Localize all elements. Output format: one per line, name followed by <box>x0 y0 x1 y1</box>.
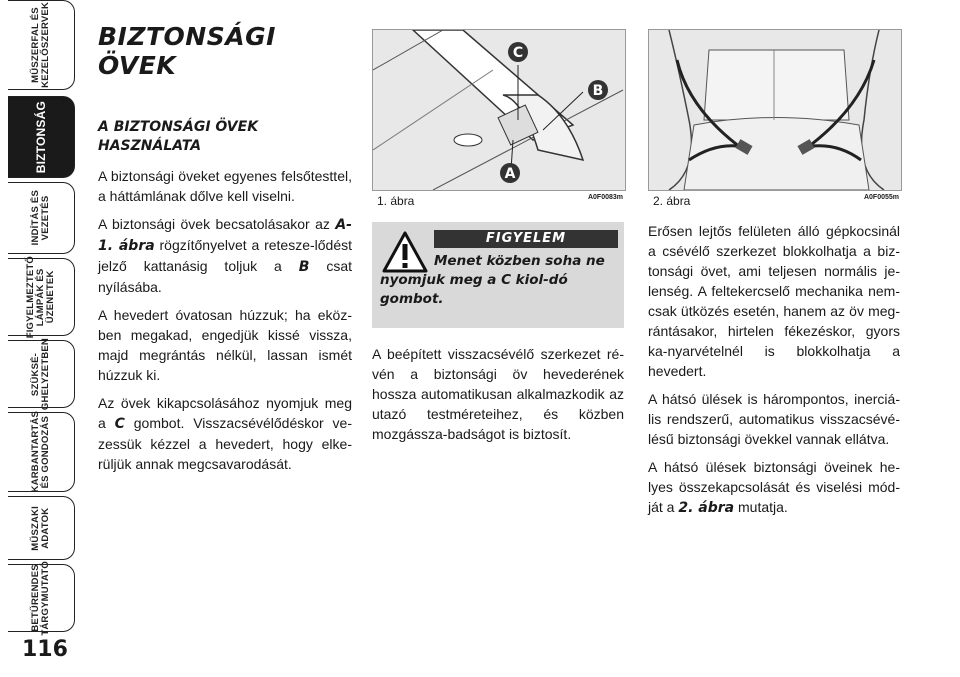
buckle-illustration <box>373 30 625 190</box>
tab-kezeloszervek[interactable] <box>8 0 75 90</box>
figure-reference: A-1. ábra <box>98 217 352 254</box>
tab-label: BETŰRENDES TÁRGYMUTATÓ <box>30 560 51 636</box>
tab-karbantartas[interactable] <box>8 412 75 492</box>
tab-label: INDÍTÁS ÉS VEZETÉS <box>30 190 51 246</box>
label-a: A <box>504 166 516 182</box>
tab-label: SZÜKSÉ- GHELYZETBEN <box>30 337 51 411</box>
figure-reference: 2. ábra <box>678 500 735 516</box>
section-subtitle: A BIZTONSÁGI ÖVEK HASZNÁLATA <box>98 119 259 154</box>
tab-label: MŰSZERFAL ÉS KEZELŐSZERVEK <box>30 2 51 88</box>
tab-targymutato[interactable] <box>8 560 75 636</box>
figure-code: A0F0083m <box>587 194 623 201</box>
figure-caption: 1. ábra <box>377 194 415 208</box>
page-number: 116 <box>22 637 68 662</box>
tab-muszaki-adatok[interactable] <box>8 496 75 560</box>
paragraph: A hevedert óvatosan húzzuk; ha eköz-ben megakad, engedjük kissé vissza, majd megrántás nélkül, lassan ismét húzzuk ki. <box>98 307 352 383</box>
tab-label: KARBANTARTÁS ÉS GONDOZÁS <box>30 411 51 493</box>
warning-heading: FIGYELEM <box>434 230 618 248</box>
figure-1-buckle <box>372 29 626 208</box>
paragraph: A hátsó ülések biztonsági öveinek he-lyes összekapcsolását és viselési mód-ját a 2. ábra mutatja. <box>648 459 900 516</box>
tab-label: BIZTONSÁG <box>34 100 48 174</box>
page-title: BIZTONSÁGI ÖVEK <box>98 22 276 80</box>
paragraph: A beépített visszacsévélő szerkezet ré-vén a biztonsági öv hevederének hossza automatikusan alkalmazkodik az utazó testméreteihez, és közben mozgássza-badságot is biztosít. <box>372 346 624 442</box>
middle-column <box>372 344 624 452</box>
tab-figyelmezteto[interactable] <box>8 255 75 339</box>
paragraph: Az övek kikapcsolásához nyomjuk meg a C gombot. Visszacsévélődéskor ve-zessük kézzel a hevedert, hogy elke-rüljük annak megcsavarodását. <box>98 395 352 472</box>
tab-label: FIGYELMEZTETŐ LÁMPÁK ÉS ÜZENETEK <box>25 255 56 339</box>
main-column <box>98 22 352 482</box>
tab-biztonsag[interactable] <box>8 96 75 178</box>
rear-seatbelt-illustration <box>649 30 901 190</box>
label-b: B <box>592 83 604 99</box>
figure-2-rear-seats <box>648 29 902 208</box>
paragraph: Erősen lejtős felületen álló gépkocsinál a csévélő szerkezet blokkolhatja a biz-tonsági övet, ami teljesen normális je-lenség. A feltekercselő mechanika nem-csak ütközés esetén, hanem az öv meg-rántásakor, hirtelen fékezéskor, gyors ka-nyarvételnél is blokkolhatja a hevedert. <box>648 223 900 379</box>
paragraph: A biztonsági övek becsatolásakor az A-1. ábra rögzítőnyelvet a retesze-lődést jelző kattanásig toljuk a B csat nyílásába. <box>98 216 352 295</box>
tab-szukseghelyzet[interactable] <box>8 337 75 411</box>
chapter-sidebar <box>0 0 82 677</box>
right-column <box>648 221 900 526</box>
tab-label: MŰSZAKI ADATOK <box>30 505 51 551</box>
paragraph: A biztonsági öveket egyenes felsőtesttel, a háttámlának dőlve kell viselni. <box>98 168 352 204</box>
tab-inditas[interactable] <box>8 182 75 254</box>
figure-caption: 2. ábra <box>653 194 691 208</box>
warning-box <box>372 222 624 328</box>
figure-code: A0F0055m <box>863 194 899 201</box>
warning-text: Menet közben soha ne nyomjuk meg a C kiol-dó gombot. <box>380 253 605 307</box>
paragraph: A hátsó ülések is hárompontos, inerciá-lis rendszerű, automatikus visszacsévé-lésű biztonsági övekkel vannak ellátva. <box>648 391 900 447</box>
label-c: C <box>512 45 524 61</box>
